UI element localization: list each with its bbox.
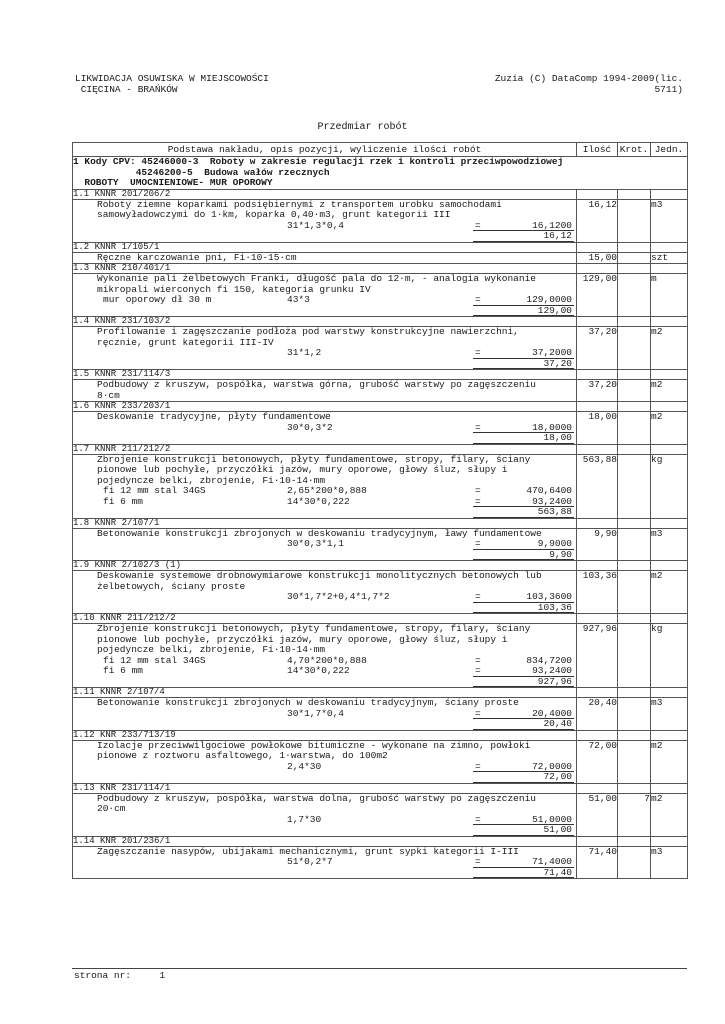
description-line: Podbudowy z kruszyw, pospółka, warstwa górna, grubość warstwy po zagęszczeniu (97, 379, 536, 390)
position-description-cell (73, 846, 577, 879)
description-line: Podbudowy z kruszyw, pospółka, warstwa dolna, grubość warstwy po zagęszczeniu (97, 792, 536, 804)
position-header-row (73, 242, 688, 252)
position-description-cell (73, 740, 577, 783)
empty-cell (577, 317, 618, 327)
position-code: 1.6 KNNR 233/203/1 (73, 402, 577, 412)
description-line: 20·cm (97, 803, 126, 814)
sum-value: 51,00 (543, 824, 572, 835)
calc-eq: = (475, 856, 481, 867)
calc-val: 72,0000 (532, 760, 572, 772)
multiplier-cell (618, 199, 651, 242)
position-header-row (73, 317, 688, 327)
empty-cell (577, 402, 618, 412)
empty-cell (618, 561, 651, 571)
calc-val: 16,1200 (532, 219, 572, 231)
sum-value: 71,40 (543, 866, 572, 878)
calculation-sum (73, 507, 576, 518)
calculation-sum (73, 868, 576, 879)
sum-value: 129,00 (537, 304, 572, 316)
empty-cell (577, 444, 618, 454)
calc-val: 37,2000 (532, 347, 572, 358)
position-header-row (73, 836, 688, 846)
calc-expr: 31*1,3*0,4 (287, 219, 345, 231)
position-body-row (73, 274, 688, 317)
footer-rule (72, 968, 687, 969)
multiplier-cell (618, 698, 651, 731)
position-code: 1.4 KNNR 231/103/2 (73, 317, 577, 327)
unit-cell: szt (651, 252, 688, 264)
document-title: Przedmiar robót (317, 122, 408, 133)
calculation-line (73, 815, 576, 826)
calc-expr: 4,70*200*0,888 (287, 654, 367, 666)
position-body-row (73, 571, 688, 614)
multiplier-cell (618, 528, 651, 561)
position-header-row (73, 402, 688, 412)
position-code: 1.11 KNNR 2/107/4 (73, 688, 577, 698)
document-header-right (495, 73, 683, 95)
calc-expr: 14*30*0,222 (287, 495, 350, 507)
unit-cell: m3 (651, 698, 688, 731)
multiplier-cell (618, 624, 651, 688)
empty-cell (651, 561, 688, 571)
section-cpv-line1: 1 Kody CPV: 45246000-3 Roboty w zakresie regulacji rzek i kontroli przeciwpowodziowej (73, 156, 564, 167)
calc-eq: = (475, 495, 481, 507)
position-header-row (73, 444, 688, 454)
calc-val: 129,0000 (526, 294, 572, 305)
description-line: Deskowanie systemowe drobnowymiarowe konstrukcji monolitycznych betonowych lub (97, 570, 542, 581)
empty-cell (651, 518, 688, 528)
position-code: 1.5 KNNR 231/114/3 (73, 370, 577, 380)
calculation-sum (73, 231, 576, 242)
calc-val: 834,7200 (526, 654, 572, 666)
calculation-sum (73, 677, 576, 688)
position-description-cell (73, 252, 577, 264)
calculation-sum (73, 433, 576, 444)
footer-page-label: strona nr: (74, 970, 132, 981)
unit-cell: m2 (651, 327, 688, 370)
empty-cell (651, 614, 688, 624)
description-line: mikropali wierconych fi 150, kategoria grunku IV (97, 283, 371, 295)
quantity-cell: 20,40 (577, 698, 618, 731)
unit-cell: m2 (651, 793, 688, 836)
header-software-line1: Zuzia (C) DataComp 1994-2009(lic. (494, 73, 683, 84)
empty-cell (577, 242, 618, 252)
description-line: Zagęszczanie nasypów, ubijakami mechanicznymi, grunt sypki kategorii I-III (97, 845, 519, 857)
unit-cell: m3 (651, 199, 688, 242)
unit-cell: m3 (651, 528, 688, 561)
empty-cell (618, 783, 651, 793)
position-header-row (73, 688, 688, 698)
footer-page-number: 1 (159, 970, 166, 981)
calc-eq: = (475, 294, 481, 305)
description-line: pojedyncze belki, zbrojenie, Fi·10-14·mm (97, 644, 326, 655)
unit-cell: m (651, 274, 688, 317)
calculation-sum (73, 719, 576, 730)
empty-cell (651, 836, 688, 846)
calc-expr: 30*0,3*2 (287, 421, 333, 433)
empty-cell (651, 783, 688, 793)
description-line: Ręczne karczowanie pni, Fi·10-15·cm (97, 251, 297, 263)
calc-label: fi 12 mm stal 34GS (103, 485, 206, 496)
multiplier-cell (618, 380, 651, 402)
header-software-line2: 5711) (654, 84, 683, 95)
empty-cell (618, 370, 651, 380)
sum-value: 103,36 (537, 601, 572, 613)
section-cpv-line2: 45246200-5 Budowa wałów rzecznych (73, 166, 330, 178)
multiplier-cell (618, 454, 651, 518)
position-code: 1.2 KNNR 1/105/1 (73, 242, 577, 252)
sum-value: 20,40 (543, 718, 572, 729)
empty-cell (651, 264, 688, 274)
calc-val: 71,4000 (532, 856, 572, 867)
position-description-cell (73, 412, 577, 445)
calculation-line (73, 666, 576, 677)
description-line: Zbrojenie konstrukcji betonowych, płyty fundamentowe, stropy, filary, ściany (97, 453, 531, 465)
unit-cell: m3 (651, 846, 688, 879)
position-code: 1.9 KNNR 2/102/3 (1) (73, 561, 577, 571)
empty-cell (577, 189, 618, 199)
description-line: pojedyncze belki, zbrojenie, Fi·10-14·mm (97, 474, 326, 486)
calc-eq: = (475, 591, 481, 602)
sum-value: 927,96 (537, 675, 572, 687)
col-header-quantity: Ilość (577, 143, 618, 157)
calc-val: 20,4000 (532, 707, 572, 719)
unit-cell: kg (651, 454, 688, 518)
description-line: Betonowanie konstrukcji zbrojonych w deskowaniu tradycyjnym, ściany proste (97, 697, 519, 708)
description-line: Izolacje przeciwwilgociowe powłokowe bitumiczne - wykonane na zimno, powłoki (97, 739, 531, 751)
calc-eq: = (475, 654, 481, 666)
calculation-line (73, 423, 576, 434)
sum-value: 563,88 (537, 506, 572, 517)
position-description-cell (73, 327, 577, 370)
calc-eq: = (475, 421, 481, 433)
calc-val: 93,2400 (532, 495, 572, 507)
calc-eq: = (475, 760, 481, 772)
empty-cell (618, 688, 651, 698)
empty-cell (651, 730, 688, 740)
empty-cell (618, 836, 651, 846)
calc-eq: = (475, 347, 481, 358)
calc-label: fi 6 mm (103, 665, 143, 676)
position-header-row (73, 614, 688, 624)
description-line: pionowe z roztworu asfaltowego, 1·warstwa, do 100m2 (97, 750, 388, 761)
calc-expr: 43*3 (287, 294, 310, 305)
position-body-row (73, 412, 688, 445)
position-header-row (73, 561, 688, 571)
section-row (73, 157, 688, 190)
empty-cell (577, 836, 618, 846)
position-code: 1.3 KNNR 210/401/1 (73, 264, 577, 274)
position-header-row (73, 370, 688, 380)
header-project-line1: LIKWIDACJA OSUWISKA W MIEJSCOWOŚCI (75, 73, 269, 84)
table-header-row (73, 143, 688, 157)
position-header-row (73, 730, 688, 740)
empty-cell (651, 688, 688, 698)
calc-eq: = (475, 538, 481, 549)
col-header-unit: Jedn. (651, 143, 688, 157)
empty-cell (651, 242, 688, 252)
quantity-cell: 37,20 (577, 380, 618, 402)
calc-expr: 1,7*30 (287, 813, 322, 825)
sum-value: 72,00 (543, 771, 572, 782)
calc-expr: 30*1,7*2+0,4*1,7*2 (287, 591, 390, 602)
position-body-row (73, 846, 688, 879)
empty-cell (651, 402, 688, 412)
empty-cell (577, 518, 618, 528)
position-description-cell (73, 528, 577, 561)
calculation-line (73, 709, 576, 720)
unit-cell: m2 (651, 412, 688, 445)
bill-of-quantities-table (72, 142, 688, 879)
calc-val: 93,2400 (532, 665, 572, 676)
section-title: ROBOTY UMOCNIENIOWE- MUR OPOROWY (73, 177, 273, 188)
description-line: pionowe lub pochyłe, przyczółki jazów, mury oporowe, głowy śluz, słupy i (97, 633, 508, 645)
page-footer (74, 970, 165, 981)
calc-eq: = (475, 485, 481, 496)
empty-cell (618, 614, 651, 624)
calculation-sum (73, 772, 576, 783)
calc-label: fi 12 mm stal 34GS (103, 654, 206, 666)
position-description-cell (73, 274, 577, 317)
header-project-line2: CIĘCINA - BRAŃKÓW (75, 84, 178, 95)
calc-expr: 14*30*0,222 (287, 665, 350, 676)
empty-cell (651, 317, 688, 327)
position-header-row (73, 783, 688, 793)
calculation-sum (73, 825, 576, 836)
calc-val: 18,0000 (532, 421, 572, 433)
position-description-cell (73, 624, 577, 688)
calc-eq: = (475, 813, 481, 825)
position-code: 1.1 KNNR 201/206/2 (73, 189, 577, 199)
calc-eq: = (475, 219, 481, 231)
description-line: Betonowanie konstrukcji zbrojonych w deskowaniu tradycyjnym, ławy fundamentowe (97, 527, 542, 539)
empty-cell (651, 189, 688, 199)
multiplier-cell (618, 274, 651, 317)
position-body-row (73, 252, 688, 264)
calc-expr: 31*1,2 (287, 347, 322, 358)
description-line: 8·cm (97, 389, 120, 401)
position-header-row (73, 264, 688, 274)
calculation-sum (73, 550, 576, 561)
calculation-line (73, 857, 576, 868)
calc-val: 51,0000 (532, 813, 572, 825)
empty-cell (577, 783, 618, 793)
calculation-line (73, 486, 576, 497)
position-code: 1.12 KNR 233/713/19 (73, 730, 577, 740)
position-body-row (73, 454, 688, 518)
empty-cell (577, 264, 618, 274)
empty-cell (618, 242, 651, 252)
empty-cell (618, 402, 651, 412)
position-body-row (73, 528, 688, 561)
multiplier-cell (618, 846, 651, 879)
description-line: żelbetowych, ściany proste (97, 580, 246, 592)
empty-cell (577, 370, 618, 380)
quantity-cell: 15,00 (577, 252, 618, 264)
position-body-row (73, 380, 688, 402)
position-description-cell (73, 571, 577, 614)
calculation-line (73, 592, 576, 603)
quantity-cell: 71,40 (577, 846, 618, 879)
empty-cell (651, 370, 688, 380)
calculation-line (73, 497, 576, 508)
unit-cell: m2 (651, 571, 688, 614)
position-body-row (73, 740, 688, 783)
empty-cell (651, 444, 688, 454)
calculation-line (73, 221, 576, 232)
col-header-description: Podstawa nakładu, opis pozycji, wyliczenie ilości robót (73, 143, 577, 157)
calc-val: 103,3600 (526, 591, 572, 602)
position-description-cell (73, 380, 577, 402)
col-header-multiplier: Krot. (618, 143, 651, 157)
description-line: Roboty ziemne koparkami podsiębiernymi z transportem urobku samochodami (97, 198, 502, 210)
description-line: Zbrojenie konstrukcji betonowych, płyty fundamentowe, stropy, filary, ściany (97, 623, 531, 634)
multiplier-cell (618, 412, 651, 445)
calculation-sum (73, 603, 576, 614)
quantity-cell: 563,88 (577, 454, 618, 518)
position-body-row (73, 793, 688, 836)
calculation-sum (73, 359, 576, 370)
position-description-cell (73, 793, 577, 836)
quantity-cell: 16,12 (577, 199, 618, 242)
empty-cell (618, 189, 651, 199)
calc-eq: = (475, 665, 481, 676)
empty-cell (577, 730, 618, 740)
empty-cell (577, 614, 618, 624)
multiplier-cell (618, 740, 651, 783)
position-body-row (73, 327, 688, 370)
calculation-line (73, 762, 576, 773)
quantity-cell: 72,00 (577, 740, 618, 783)
quantity-cell: 103,36 (577, 571, 618, 614)
description-line: Deskowanie tradycyjne, płyty fundamentowe (97, 411, 331, 422)
empty-cell (618, 518, 651, 528)
quantity-cell: 18,00 (577, 412, 618, 445)
calc-expr: 30*0,3*1,1 (287, 538, 345, 549)
description-line: samowyładowczymi do 1·km, koparka 0,40·m3, grunt kategorii III (97, 209, 451, 220)
empty-cell (618, 317, 651, 327)
section-cell (73, 157, 688, 190)
multiplier-cell (618, 571, 651, 614)
document-header-left (75, 73, 269, 95)
calc-expr: 2,65*200*0,888 (287, 485, 367, 496)
calc-label: mur oporowy dł 30 m (103, 294, 212, 305)
calc-eq: = (475, 707, 481, 719)
sum-value: 9,90 (549, 548, 572, 560)
sum-value: 18,00 (543, 432, 572, 443)
quantity-cell: 37,20 (577, 327, 618, 370)
position-body-row (73, 199, 688, 242)
empty-cell (577, 561, 618, 571)
calc-val: 470,6400 (526, 485, 572, 496)
quantity-cell: 51,00 (577, 793, 618, 836)
calc-val: 9,9000 (537, 538, 572, 549)
position-code: 1.10 KNNR 211/212/2 (73, 614, 577, 624)
calculation-line (73, 295, 576, 306)
position-description-cell (73, 199, 577, 242)
sum-value: 37,20 (543, 357, 572, 369)
unit-cell: kg (651, 624, 688, 688)
multiplier-cell: 7 (618, 793, 651, 836)
position-description-cell (73, 454, 577, 518)
sum-value: 16,12 (543, 230, 572, 241)
multiplier-cell (618, 327, 651, 370)
position-header-row (73, 189, 688, 199)
quantity-cell: 927,96 (577, 624, 618, 688)
position-body-row (73, 698, 688, 731)
calc-expr: 30*1,7*0,4 (287, 707, 345, 719)
description-line: ręcznie, grunt kategorii III-IV (97, 336, 274, 348)
description-line: pionowe lub pochyłe, przyczółki jazów, mury oporowe, głowy śluz, słupy i (97, 464, 508, 475)
calculation-line (73, 539, 576, 550)
calculation-line (73, 348, 576, 359)
calc-expr: 51*0,2*7 (287, 856, 333, 867)
empty-cell (618, 444, 651, 454)
description-line: Wykonanie pali żelbetowych Franki, długość pala do 12·m, - analogia wykonanie (97, 273, 536, 284)
description-line: Profilowanie i zagęszczanie podłoża pod warstwy konstrukcyjne nawierzchni, (97, 326, 519, 337)
position-code: 1.13 KNR 231/114/1 (73, 783, 577, 793)
position-code: 1.14 KNR 201/236/1 (73, 836, 577, 846)
multiplier-cell (618, 252, 651, 264)
position-code: 1.8 KNNR 2/107/1 (73, 518, 577, 528)
unit-cell: m2 (651, 740, 688, 783)
position-code: 1.7 KNNR 211/212/2 (73, 444, 577, 454)
position-body-row (73, 624, 688, 688)
calc-expr: 2,4*30 (287, 760, 322, 772)
empty-cell (577, 688, 618, 698)
quantity-cell: 9,90 (577, 528, 618, 561)
unit-cell: m2 (651, 380, 688, 402)
position-description-cell (73, 698, 577, 731)
empty-cell (618, 730, 651, 740)
quantity-cell: 129,00 (577, 274, 618, 317)
calc-label: fi 6 mm (103, 495, 143, 507)
position-header-row (73, 518, 688, 528)
empty-cell (618, 264, 651, 274)
calculation-sum (73, 306, 576, 317)
